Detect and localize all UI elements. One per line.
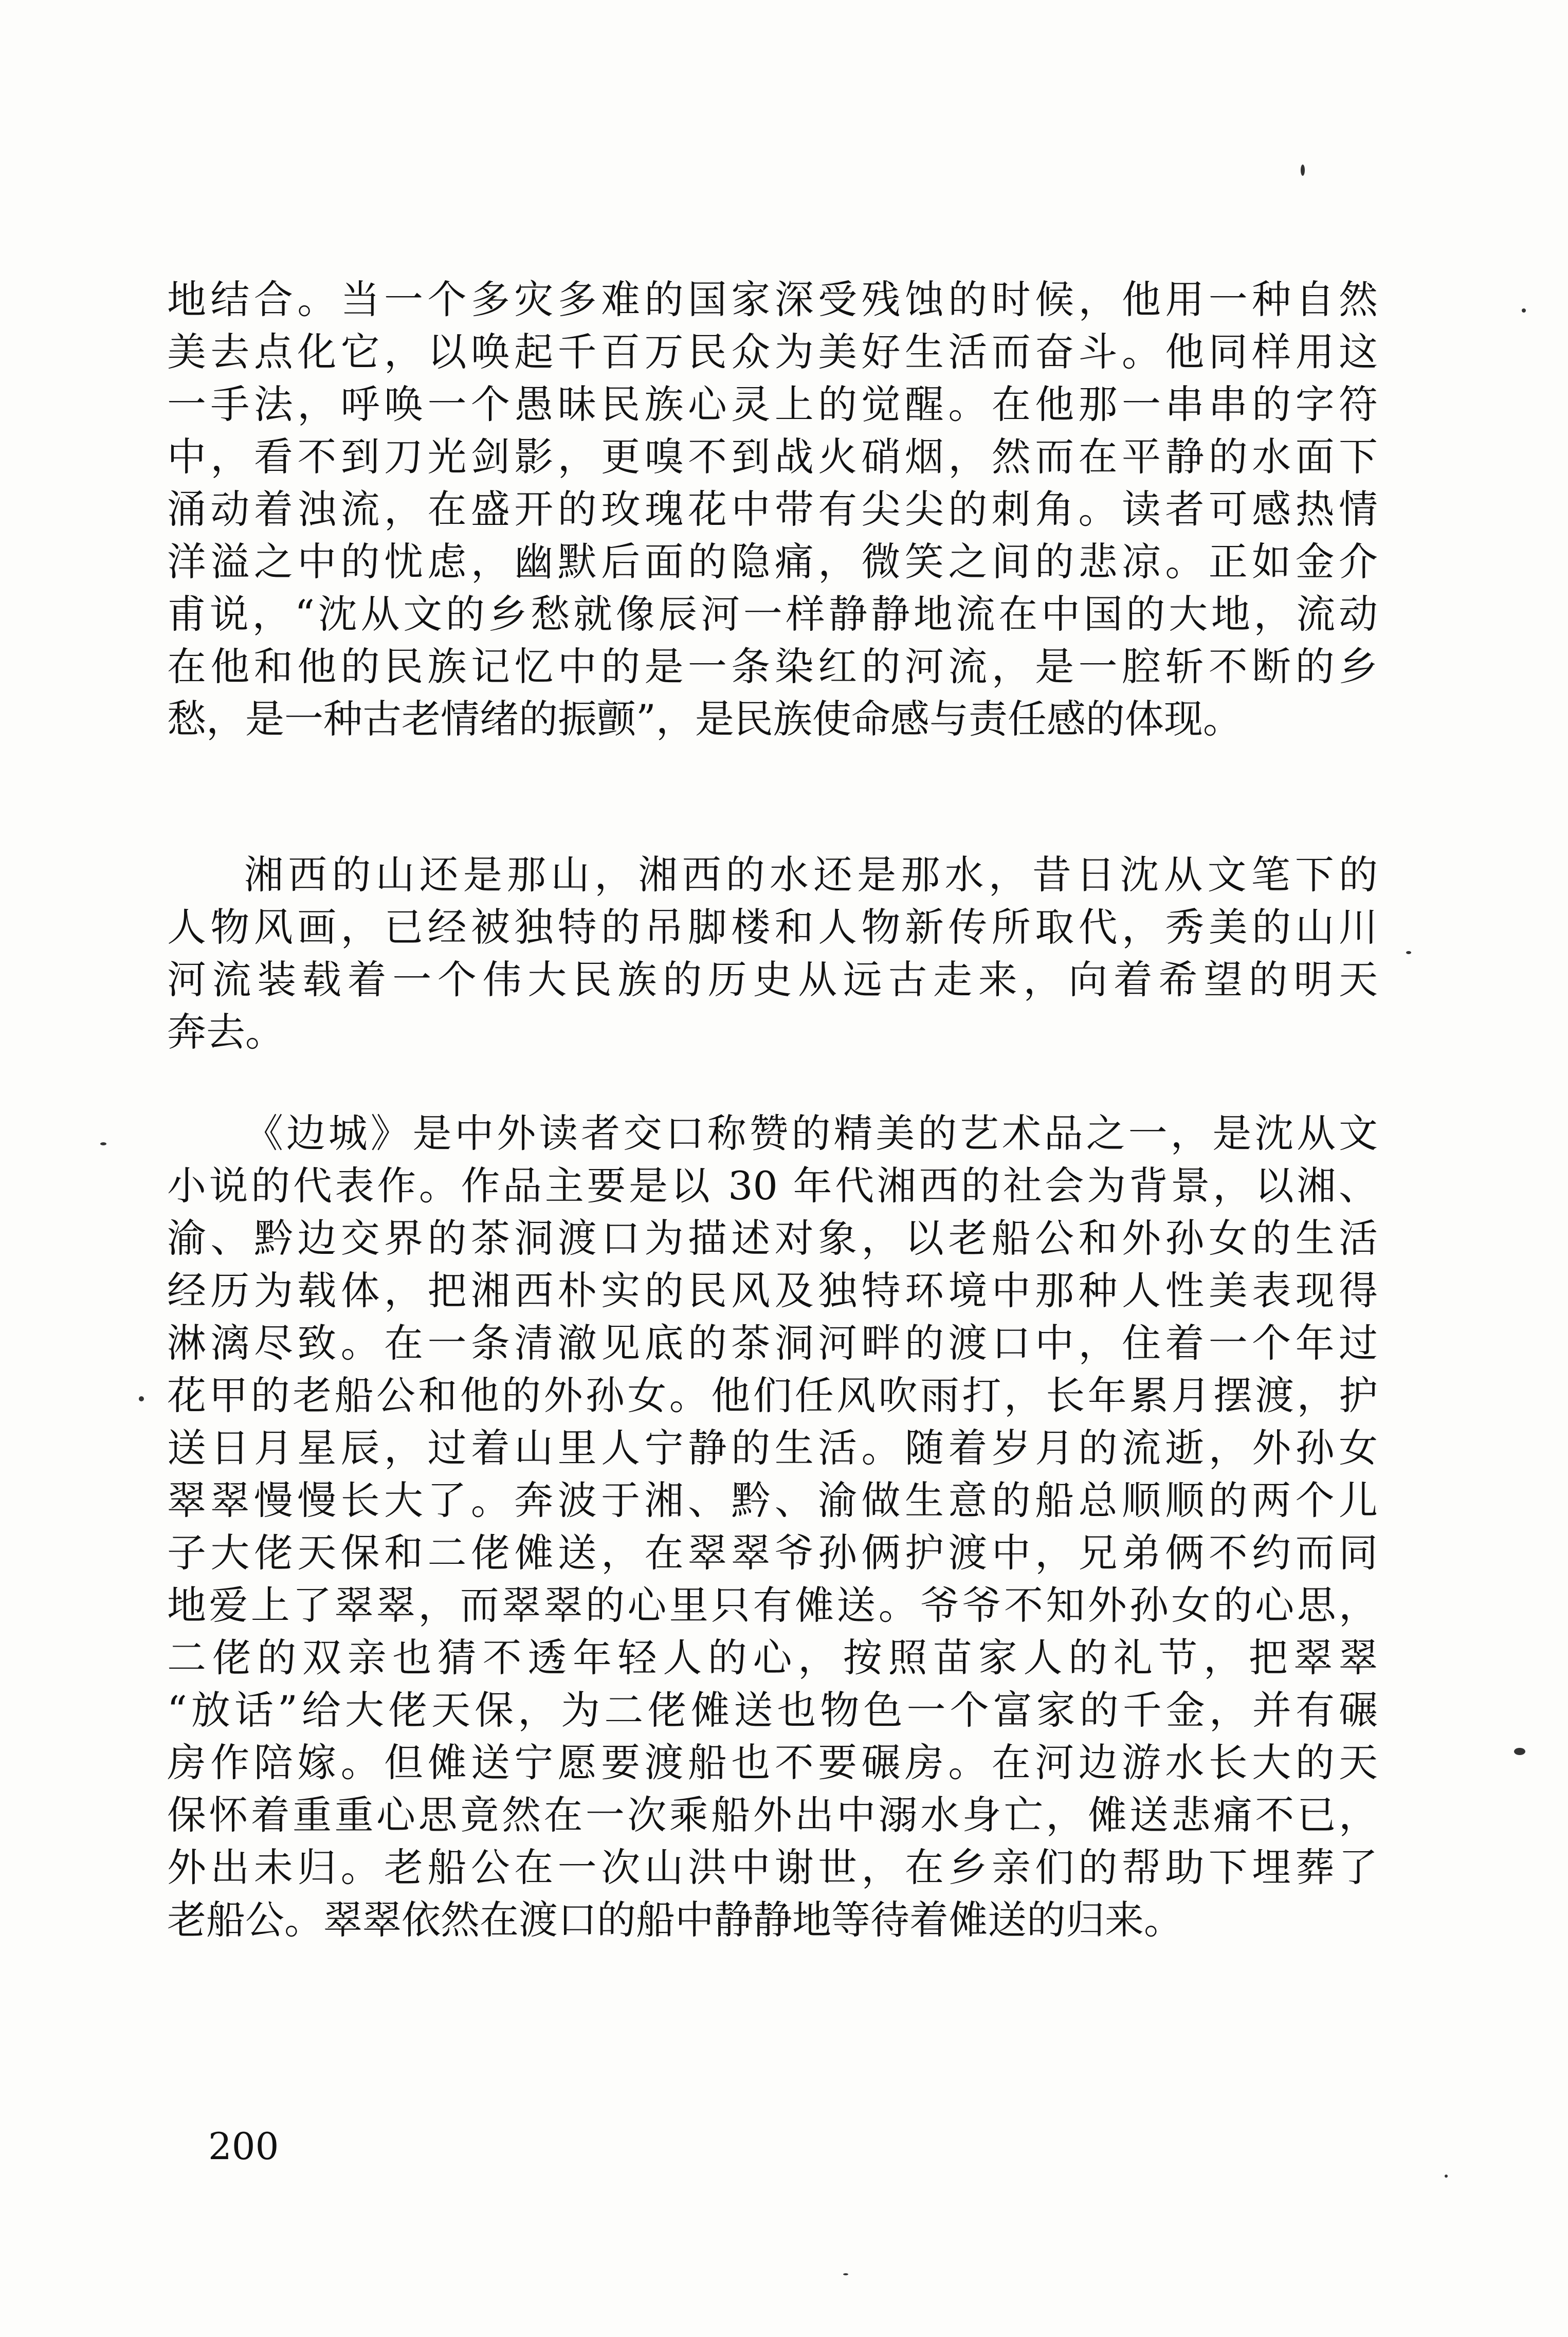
text-line: 《边城》是中外读者交口称赞的精美的艺术品之一，是沈从文 [244,1110,1378,1156]
text-line: 地结合。当一个多灾多难的国家深受残蚀的时候，他用一种自然 [167,277,1378,322]
scan-speck [843,2273,848,2275]
text-line: 中，看不到刀光剑影，更嗅不到战火硝烟，然而在平静的水面下 [167,434,1378,480]
text-line: 涌动着浊流，在盛开的玫瑰花中带有尖尖的刺角。读者可感热情 [167,486,1378,532]
paragraph-2 [167,849,1378,1058]
text-line: 愁，是一种古老情绪的振颤”，是民族使命感与责任感的体现。 [167,696,1242,742]
text-line: 地爱上了翠翠，而翠翠的心里只有傩送。爷爷不知外孙女的心思， [167,1582,1378,1628]
text-line: 在他和他的民族记忆中的是一条染红的河流，是一腔斩不断的乡 [167,644,1378,689]
text-line: 小说的代表作。作品主要是以 30 年代湘西的社会为背景，以湘、 [167,1163,1378,1209]
scan-speck [1301,165,1305,176]
text-line: 送日月星辰，过着山里人宁静的生活。随着岁月的流逝，外孙女 [167,1425,1378,1471]
text-line: 河流装载着一个伟大民族的历史从远古走来，向着希望的明天 [167,957,1378,1002]
scan-speck [1445,2175,1448,2178]
text-line: 外出未归。老船公在一次山洪中谢世，在乡亲们的帮助下埋葬了 [167,1845,1378,1890]
text-line: “放话”给大佬天保，为二佬傩送也物色一个富家的千金，并有碾 [167,1687,1378,1733]
paragraph-3 [167,1107,1378,1946]
text-line: 渝、黔边交界的茶洞渡口为描述对象，以老船公和外孙女的生活 [167,1215,1378,1261]
scan-speck [139,1396,144,1401]
text-line: 湘西的山还是那山，湘西的水还是那水，昔日沈从文笔下的 [244,852,1378,898]
text-line: 二佬的双亲也猜不透年轻人的心，按照苗家人的礼节，把翠翠 [167,1635,1378,1681]
text-line: 老船公。翠翠依然在渡口的船中静静地等待着傩送的归来。 [167,1897,1183,1943]
text-line: 花甲的老船公和他的外孙女。他们任风吹雨打，长年累月摆渡，护 [167,1373,1378,1418]
scan-speck [100,1142,106,1145]
text-line: 经历为载体，把湘西朴实的民风及独特环境中那种人性美表现得 [167,1268,1378,1313]
text-line: 美去点化它，以唤起千百万民众为美好生活而奋斗。他同样用这 [167,329,1378,375]
text-line: 房作陪嫁。但傩送宁愿要渡船也不要碾房。在河边游水长大的天 [167,1740,1378,1785]
text-line: 一手法，呼唤一个愚昧民族心灵上的觉醒。在他那一串串的字符 [167,381,1378,427]
page-number: 200 [208,2125,279,2168]
text-line: 甫说，“沈从文的乡愁就像辰河一样静静地流在中国的大地，流动 [167,591,1378,637]
text-line: 洋溢之中的忧虑，幽默后面的隐痛，微笑之间的悲凉。正如金介 [167,539,1378,585]
text-line: 翠翠慢慢长大了。奔波于湘、黔、渝做生意的船总顺顺的两个儿 [167,1477,1378,1523]
text-line: 奔去。 [167,1009,284,1055]
text-line: 保怀着重重心思竟然在一次乘船外出中溺水身亡，傩送悲痛不已， [167,1792,1378,1838]
paragraph-1 [167,273,1378,745]
scan-speck [1522,308,1526,313]
scan-speck [1406,951,1411,954]
text-line: 子大佬天保和二佬傩送，在翠翠爷孙俩护渡中，兄弟俩不约而同 [167,1530,1378,1576]
text-line: 淋漓尽致。在一条清澈见底的茶洞河畔的渡口中，住着一个年过 [167,1320,1378,1366]
scan-speck [1514,1748,1525,1755]
text-line: 人物风画，已经被独特的吊脚楼和人物新传所取代，秀美的山川 [167,904,1378,950]
